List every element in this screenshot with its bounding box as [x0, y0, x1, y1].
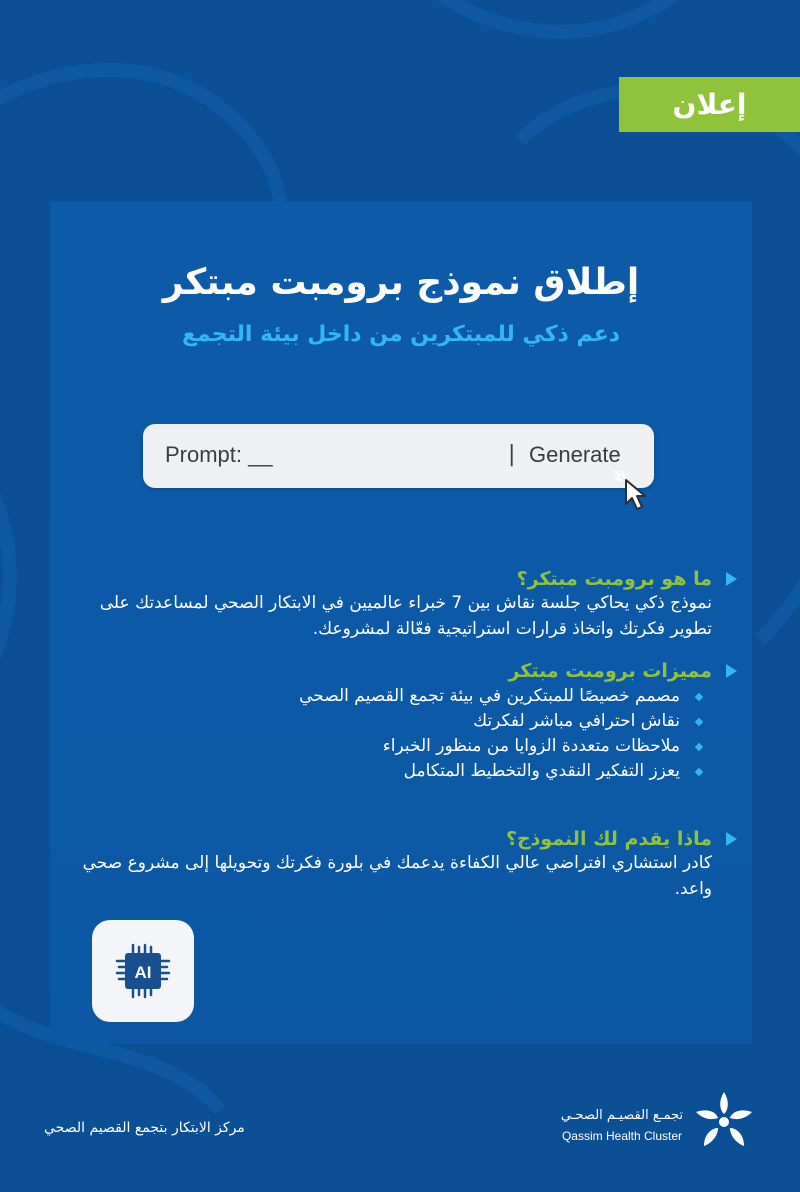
announcement-badge: إعلان [619, 77, 800, 132]
logo-arabic-text: تجمـع القصيـم الصحـي [560, 1108, 684, 1123]
list-item: مصمم خصيصًا للمبتكرين في بيئة تجمع القصيم الصحي [72, 684, 702, 709]
list-item: يعزز التفكير النقدي والتخطيط المتكامل [72, 759, 702, 784]
logo-english-text: Qassim Health Cluster [561, 1129, 683, 1143]
section-offer-body: كادر استشاري افتراضي عالي الكفاءة يدعمك في بلورة فكرتك وتحويلها إلى مشروع صحي واعد. [82, 853, 712, 899]
mouse-cursor-icon [612, 468, 660, 516]
triangle-bullet-icon [726, 572, 737, 586]
section-what-heading: ما هو برومبت مبتكر؟ [72, 568, 712, 590]
ai-chip-icon [111, 939, 175, 1003]
list-item: نقاش احترافي مباشر لفكرتك [72, 709, 702, 734]
diamond-bullet-icon [695, 743, 703, 751]
section-features-heading: مميزات برومبت مبتكر [72, 660, 712, 682]
section-offer [72, 828, 712, 902]
ai-chip-card [92, 920, 194, 1022]
page-subtitle: دعم ذكي للمبتكرين من داخل بيئة التجمع [181, 322, 621, 347]
innovation-center-name: مركز الابتكار بتجمع القصيم الصحي [44, 1120, 245, 1136]
prompt-label: Prompt: __ [165, 442, 273, 467]
prompt-separator: | [508, 442, 516, 467]
features-list [72, 684, 712, 784]
section-features [72, 660, 712, 784]
triangle-bullet-icon [726, 832, 737, 846]
section-what [72, 568, 712, 642]
triangle-bullet-icon [726, 664, 737, 678]
section-what-body: نموذج ذكي يحاكي جلسة نقاش بين 7 خبراء عالميين في الابتكار الصحي لمساعدتك على تطوير فكرتك واتخاذ قرارات استراتيجية فعّالة لمشروعك. [99, 593, 712, 639]
diamond-bullet-icon [695, 768, 703, 776]
generate-button[interactable]: Generate [529, 442, 621, 467]
diamond-bullet-icon [695, 718, 703, 726]
section-offer-heading: ماذا يقدم لك النموذج؟ [72, 828, 712, 850]
page-title: إطلاق نموذج برومبت مبتكر [162, 262, 640, 303]
qassim-cluster-logo-icon [692, 1090, 756, 1150]
diamond-bullet-icon [695, 693, 703, 701]
prompt-bar[interactable] [143, 424, 654, 488]
ai-chip-label: AI [134, 963, 152, 982]
list-item: ملاحظات متعددة الزوايا من منظور الخبراء [72, 734, 702, 759]
